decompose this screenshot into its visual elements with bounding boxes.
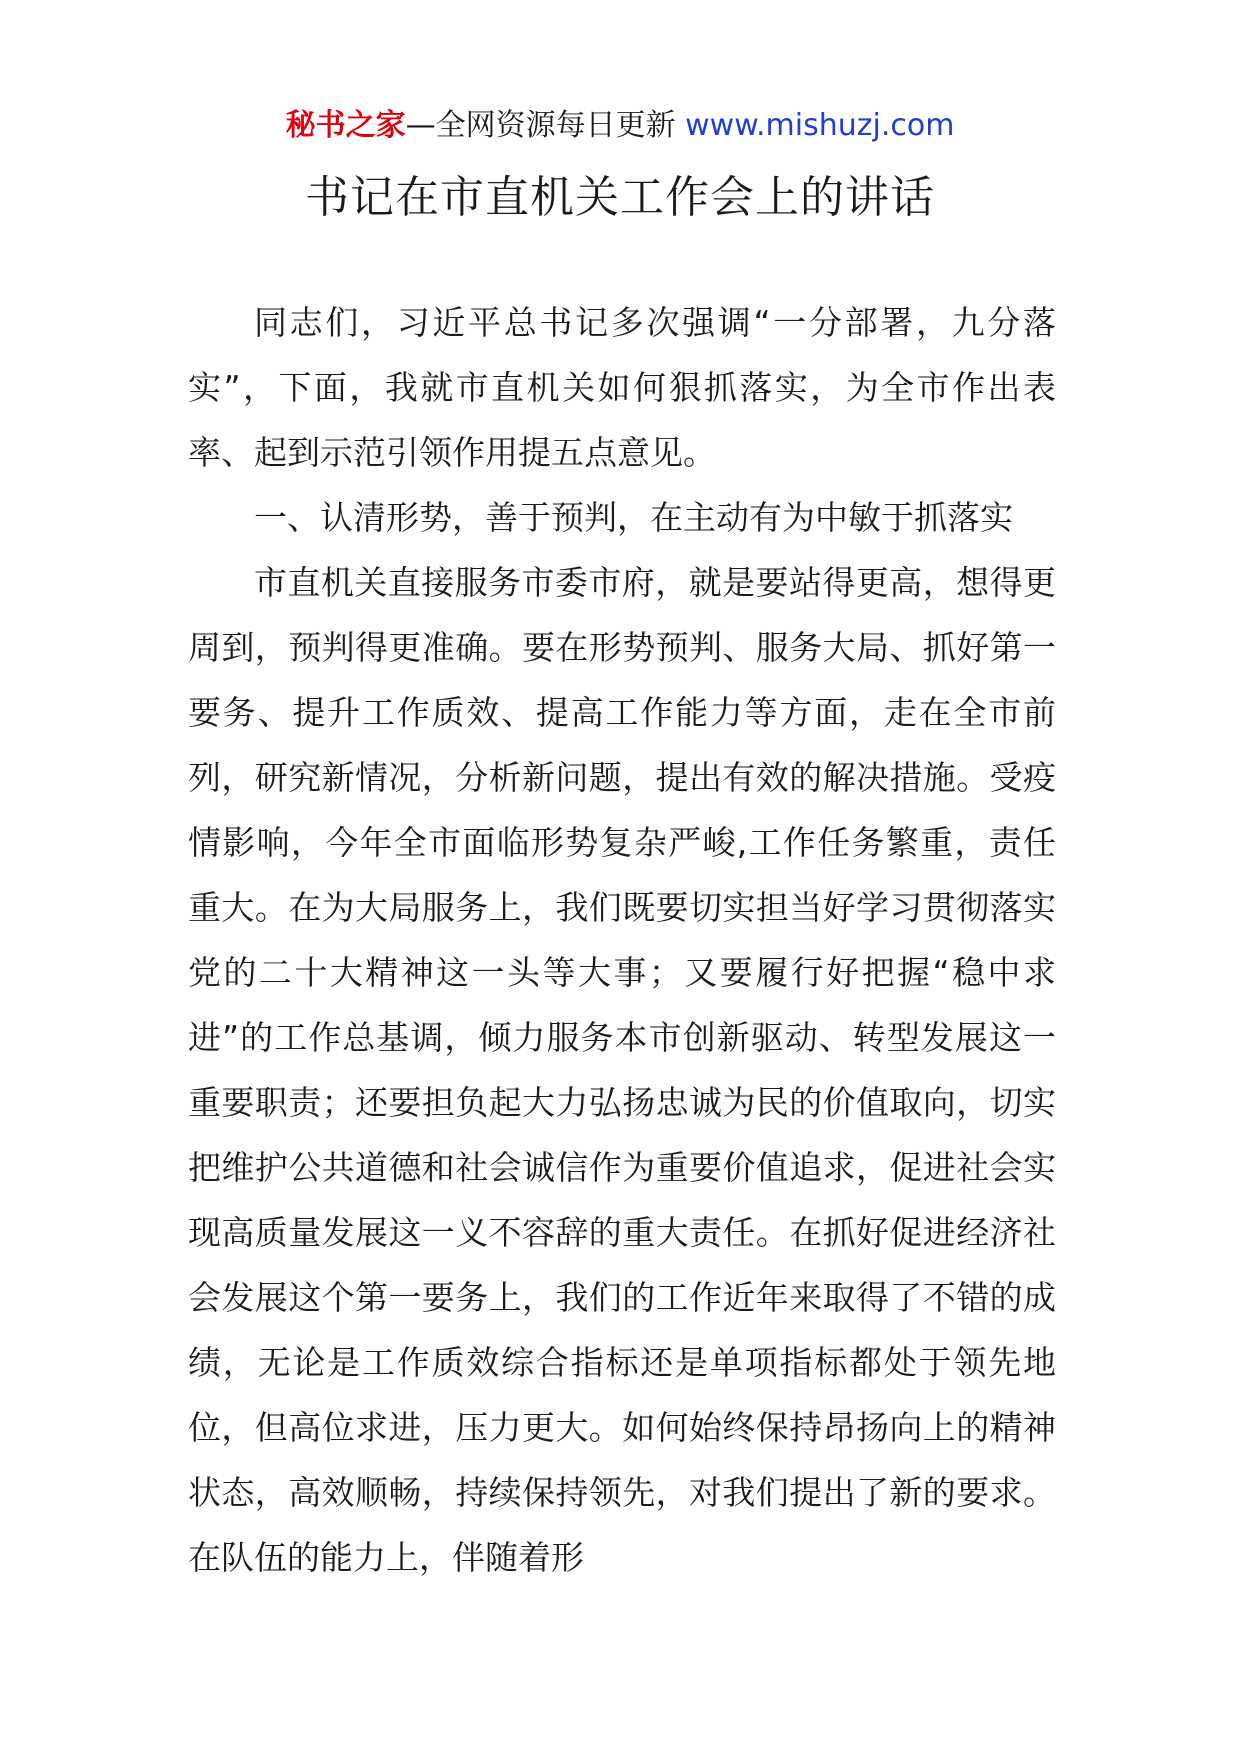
banner-brand: 秘书之家 xyxy=(285,108,406,143)
document-body xyxy=(188,290,1056,1590)
paragraph-intro: 同志们，习近平总书记多次强调“一分部署，九分落实”，下面，我就市直机关如何狠抓落实，为全市作出表率、起到示范引领作用提五点意见。 xyxy=(188,303,1056,472)
site-banner xyxy=(0,104,1240,148)
section-heading-1: 一、认清形势，善于预判，在主动有为中敏于抓落实 xyxy=(254,498,1013,537)
banner-tagline: —全网资源每日更新 xyxy=(405,108,686,143)
document-title: 书记在市直机关工作会上的讲话 xyxy=(305,172,935,223)
paragraph-section-1: 市直机关直接服务市委市府，就是要站得更高，想得更周到，预判得更准确。要在形势预判、服务大局、抓好第一要务、提升工作质效、提高工作能力等方面，走在全市前列，研究新情况，分析新问题，提出有效的解决措施。受疫情影响，今年全市面临形势复杂严峻,工作任务繁重，责任重大。在为大局服务上，我们既要切实担当好学习贯彻落实党的二十大精神这一头等大事；又要履行好把握“稳中求进”的工作总基调，倾力服务本市创新驱动、转型发展这一重要职责；还要担负起大力弘扬忠诚为民的价值取向，切实把维护公共道德和社会诚信作为重要价值追求，促进社会实现高质量发展这一义不容辞的重大责任。在抓好促进经济社会发展这个第一要务上，我们的工作近年来取得了不错的成绩，无论是工作质效综合指标还是单项指标都处于领先地位，但高位求进，压力更大。如何始终保持昂扬向上的精神状态，高效顺畅，持续保持领先，对我们提出了新的要求。在队伍的能力上，伴随着形 xyxy=(188,563,1056,1577)
banner-url[interactable]: www.mishuzj.com xyxy=(685,108,955,143)
